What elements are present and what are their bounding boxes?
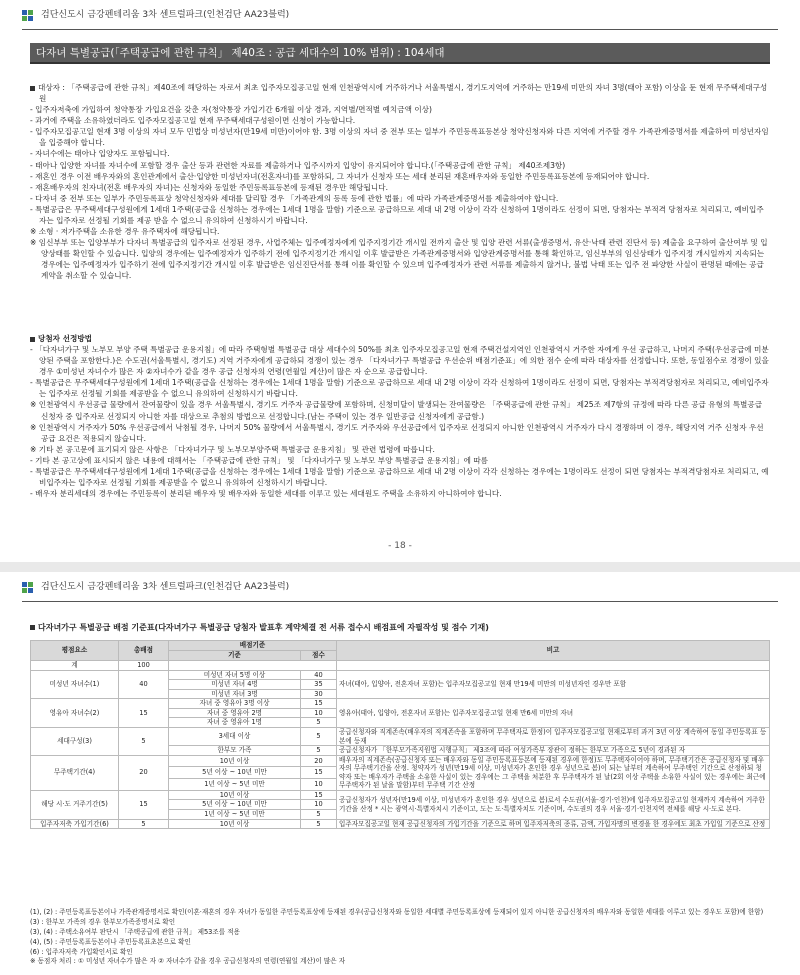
header-total: 총배점 <box>119 641 169 661</box>
page-header <box>22 6 289 26</box>
list-item: - 입주자모집공고일 현재 3명 이상의 자녀 모두 민법상 미성년자(만19세 미만)이어야 함. 3명 이상의 자녀 중 전부 또는 일부가 주민등록표등본상 청약신청자와 다른 지역에 거주할 경우 가족관계증명서를 제출하여 미성년자임을 입증해야 합니다. <box>30 127 769 148</box>
list-item: - 「다자녀가구 및 노부모 부양 주택 특별공급 운용지침」에 따라 주택형별 특별공급 대상 세대수의 50%를 최초 입주자모집공고일 현재 주택건설지역인 인천광역시 거주한 자에게 우선 공급하고, 나머지 주택(우선공급에 미분양된 주택을 포함한다.)은 수도권(서울특별시, 경기도) 지역 거주자에게 공급하되 경쟁이 있는 경우 「다자녀가구 특별공급 우선순위 배점기준표」에 의한 점수 순에 따라 대상자를 선정합니다. 또한, 동일점수로 경쟁이 있을 경우 ①미성년 자녀수가 많은 자 ②자녀수가 같을 경우 공급 신청자의 연령(연월일 계산)이 많은 자 순으로 공급합니다. <box>30 345 769 377</box>
list-item: - 특별공급은 무주택세대구성원에게 1세대 1주택(공급을 신청하는 경우에는 1세대 1명을 말함) 기준으로 공급하므로 세대 내 2명 이상이 각각 신청하여 1명이라도 선정이 되면, 당첨자는 부적격당첨자로 처리되고, 예비입주자는 입주자로 선정될 기회를 제공받을 수 없으니 유의하여 신청하시기 바랍니다. <box>30 378 769 399</box>
row-basis: 자녀 중 영유아 1명 <box>169 718 301 728</box>
row-item: 영유아 자녀수(2) <box>31 699 119 728</box>
row-remarks: 배우자의 직계존속(공급신청자 또는 배우자와 동일 주민등록표등본에 등재된 경우에 한정)도 무주택자이어야 하며, 무주택기간은 공급신청자 및 배우자의 무주택기간을 산정. 청약자가 성년(만19세 이상, 미성년자가 혼인한 경우 성년으로 봄)이 되는 날부터 계속하여 무주택인 기간으로 산정하되 청약자 또는 배우자가 주택을 소유한 사실이 있는 경우에는 그 주택을 처분한 후 무주택자가 된 날(2회 이상 주택을 소유한 사실이 있는 경우에는 최근에 무주택자가 된 날을 말함)부터 무주택 기간 산정 <box>337 755 770 790</box>
list-item: - 기타 본 공고상에 표시되지 않은 내용에 대해서는 「주택공급에 관한 규칙」 및 「다자녀가구 및 노부모 부양 특별공급 운용지침」에 따름 <box>30 455 489 465</box>
header-basis-group: 배점기준 <box>169 641 337 651</box>
note-item: (3), (4) : 주택소유여부 판단시 「주택공급에 관한 규칙」 제53조를 적용 <box>30 927 240 936</box>
row-total: 5 <box>119 819 169 829</box>
selection-list-2 <box>30 455 770 499</box>
row-score: 40 <box>301 670 337 680</box>
note-item: ※ 기타 본 공고문에 표기되지 않은 사항은 「다자녀가구 및 노부모부양주택 특별공급 운용지침」 및 관련 법령에 따릅니다. <box>30 444 435 454</box>
row-remarks: 영유아(태아, 입양아, 전혼자녀 포함)는 입주자모집공고일 현재 만6세 미만의 자녀 <box>337 699 770 728</box>
row-remarks: 공급신청자가 「한부모가족지원법 시행규칙」 제3조에 따라 여성가족부 장관이 정하는 한부모 가족으로 5년이 경과된 자 <box>337 746 770 756</box>
row-basis: 1년 이상 ~ 5년 미만 <box>169 810 301 820</box>
selection-method-section <box>30 333 770 499</box>
header-divider <box>22 601 778 602</box>
note-item: (1), (2) : 주민등록표등본이나 가족관계증명서로 확인(이혼·재혼의 경우 자녀가 동일한 주민등록표상에 등재된 경우(공급신청자와 동일한 세대별 주민등록표상에 등재되어 있지 아니한 공급신청자의 배우자와 동일한 세대를 이루고 있는 경우도 포함)에 한함) <box>30 908 764 916</box>
eligibility-notes <box>30 226 770 281</box>
row-remarks: 공급신청자와 직계존속(배우자의 직계존속을 포함하며 무주택자로 한정)이 입주자모집공고일 현재로부터 과거 3년 이상 계속하여 동일 주민등록표 등본에 등재 <box>337 727 770 745</box>
page-number: - 18 - <box>388 541 412 551</box>
list-item: - 자녀수에는 태아나 입양자도 포함됩니다. <box>30 149 170 159</box>
page-header <box>22 578 289 598</box>
row-score: 5 <box>301 746 337 756</box>
header-divider <box>22 29 778 30</box>
header-remarks: 비고 <box>337 641 770 661</box>
list-item: - 배우자 분리세대의 경우에는 주민등록이 분리된 배우자 및 배우자와 동일한 세대를 이루고 있는 세대원도 주택을 소유하지 아니하여야 합니다. <box>30 489 502 499</box>
row-item: 입주자저축 가입기간(6) <box>31 819 119 829</box>
row-basis: 한부모 가족 <box>169 746 301 756</box>
row-remarks: 입주자모집공고일 현재 공급신청자의 가입기간을 기준으로 하며 입주자저축의 종류, 금액, 가입자명의 변경을 한 경우에도 최초 가입일 기준으로 산정 <box>337 819 770 829</box>
row-basis: 5년 이상 ~ 10년 미만 <box>169 800 301 810</box>
row-total: 40 <box>119 670 169 699</box>
row-total: 20 <box>119 755 169 790</box>
square-bullet-icon <box>30 625 35 630</box>
table-row <box>31 727 770 745</box>
header-score: 점수 <box>301 651 337 661</box>
row-score: 10 <box>301 779 337 791</box>
brand-logo-icon <box>22 582 34 594</box>
row-basis: 10년 이상 <box>169 819 301 829</box>
row-remarks: 자녀(태아, 입양아, 전혼자녀 포함)는 입주자모집공고일 현재 만19세 미만의 미성년자인 경우만 포함 <box>337 670 770 699</box>
row-basis: 1년 이상 ~ 5년 미만 <box>169 779 301 791</box>
square-bullet-icon <box>30 337 35 342</box>
row-score: 5 <box>301 819 337 829</box>
row-item: 세대구성(3) <box>31 727 119 755</box>
row-score: 15 <box>301 699 337 709</box>
table-notes <box>30 908 770 967</box>
note-item: ※ 임신부부 또는 입양부부가 다자녀 특별공급의 입주자로 선정된 경우, 사업주체는 입주예정자에게 입주지정기간 개시일 전까지 출산 및 입양 관련 서류(출생증명서, 유산·낙태 관련 진단서 등) 제출을 요구하여 출산여부 및 입양상태를 확인할 수 있습니다. 입양의 경우에는 입주예정자가 입주하기 전에 입주지정기간 개시일 이후 발급받은 가족관계증명서와 입양관계증명서를 통해 확인하고, 임신부부의 임신상태가 입주지정 개시일까지 지속되는 경우에는 입주예정자가 입주하기 전에 입주지정기간 개시일 이후 발급받은 임신진단서를 통해 이를 확인할 수 있으며 입주예정자가 관련 서류를 제출하지 않거나, 불법 낙태 또는 입주 전 파양한 사실이 판명된 때에는 공급계약을 취소할 수 있습니다. <box>30 238 768 281</box>
row-score: 10 <box>301 708 337 718</box>
note-item: (3) : 한부모 가족의 경우 한부모가족증명서로 확인 <box>30 917 176 926</box>
eligibility-list <box>30 104 770 226</box>
document-page-19 <box>0 572 800 975</box>
row-score: 30 <box>301 689 337 699</box>
row-total: 15 <box>119 699 169 728</box>
row-score: 20 <box>301 755 337 767</box>
table-row <box>31 670 770 680</box>
note-item: ※ 인천광역시 우선공급 물량에서 잔여물량이 있을 경우 서울특별시, 경기도 거주자 공급물량에 포함하며, 신청미달이 발생되는 잔여물량은 「주택공급에 관한 규칙」 제25조 제7항의 규정에 따라 다른 공급 유형의 특별공급 신청자 중 입주자로 선정되지 아니한 자를 대상으로 추첨의 방법으로 선정합니다.(남는 주택이 있는 경우 일반공급 신청자에게 공급함.) <box>30 400 763 421</box>
eligibility-heading: 대상자 : 「주택공급에 관한 규칙」제40조에 해당하는 자로서 최초 입주자모집공고일 현재 인천광역시에 거주하거나 서울특별시, 경기도지역에 거주하는 만19세 미만의 자녀 3명(태아 포함) 이상을 둔 현재 무주택세대구성원 <box>30 82 770 104</box>
row-basis: 10년 이상 <box>169 755 301 767</box>
row-score: 15 <box>301 790 337 800</box>
row-item: 해당 시·도 거주기간(5) <box>31 790 119 819</box>
header-text: 검단신도시 금강펜테리움 3차 센트럴파크(인천검단 AA23블럭) <box>41 582 290 593</box>
page-gap <box>0 562 800 572</box>
square-bullet-icon <box>30 86 35 91</box>
header-item: 평점요소 <box>31 641 119 661</box>
row-basis: 자녀 중 영유아 2명 <box>169 708 301 718</box>
row-item: 미성년 자녀수(1) <box>31 670 119 699</box>
note-item: (4), (5) : 주민등록표등본이나 주민등록표초본으로 확인 <box>30 937 191 946</box>
row-basis: 미성년 자녀 5명 이상 <box>169 670 301 680</box>
table-row <box>31 755 770 767</box>
selection-heading: 당첨자 선정방법 <box>30 333 770 344</box>
table-title: 다자녀가구 특별공급 배점 기준표(다자녀가구 특별공급 당첨자 발표후 계약체결 전 서류 접수시 배점표에 자필작성 및 점수 기재) <box>30 622 489 634</box>
table-row <box>31 699 770 709</box>
section-title-bar: 다자녀 특별공급(「주택공급에 관한 규칙」 제40조 : 공급 세대수의 10% 범위) : 104세대 <box>30 43 770 64</box>
list-item: - 특별공급은 무주택세대구성원에게 1세대 1주택(공급을 신청하는 경우에는 1세대 1명을 말함) 기준으로 공급하므로 세대 내 2명 이상이 각각 신청하는 경우에는 1명이라도 선정이 되면 당첨자는 부적격당첨자로 처리되고, 예비입주자는 입주자로 선정될 기회를 제공받을 수 없으니 유의하여 신청하시기 바랍니다. <box>30 466 769 488</box>
row-basis: 자녀 중 영유아 3명 이상 <box>169 699 301 709</box>
row-score: 5 <box>301 810 337 820</box>
row-score: 10 <box>301 800 337 810</box>
row-total: 15 <box>119 790 169 819</box>
brand-logo-icon <box>22 10 34 22</box>
header-text: 검단신도시 금강펜테리움 3차 센트럴파크(인천검단 AA23블럭) <box>41 10 290 21</box>
table-row <box>31 819 770 829</box>
row-score: 5 <box>301 718 337 728</box>
list-item: - 다자녀 중 전부 또는 일부가 주민등록표상 청약신청자와 세대를 달리할 경우 「가족관계의 등록 등에 관한 법률」에 따라 가족관계증명서를 제출하여야 합니다. <box>30 193 559 203</box>
row-basis: 10년 이상 <box>169 790 301 800</box>
list-item: - 재혼인 경우 이전 배우자와의 혼인관계에서 출산·입양한 미성년자녀(전혼자녀)를 포함하되, 그 자녀가 신청자 또는 세대 분리된 재혼배우자와 동일한 주민등록표등본에 등재되어야 합니다. <box>30 171 650 181</box>
list-item: - 재혼배우자의 친자녀(전혼 배우자의 자녀)는 신청자와 동일한 주민등록표등본에 등재된 경우만 해당됩니다. <box>30 182 388 192</box>
list-item: - 입주자저축에 가입하여 청약통장 가입요건을 갖춘 자(청약통장 가입기간 6개월 이상 경과, 지역별/면적별 예치금액 이상) <box>30 105 432 115</box>
note-item: ※ 인천광역시 거주자가 50% 우선공급에서 낙첨될 경우, 나머지 50% 물량에서 서울특별시, 경기도 거주자와 우선공급에서 입주자로 선정되지 아니한 인천광역시 거주자가 다시 경쟁하며 이 경우, 해당지역 거주 신청자 우선공급 요건은 적용되지 않습니다. <box>30 422 764 443</box>
row-basis: 미성년 자녀 4명 <box>169 680 301 690</box>
row-score: 15 <box>301 767 337 779</box>
eligibility-section <box>30 82 770 281</box>
note-item: ※ 동점자 처리 : ① 미성년 자녀수가 많은 자 ② 자녀수가 같을 경우 공급신청자의 연령(연월일 계산)이 많은 자 <box>30 957 346 966</box>
row-score: 35 <box>301 680 337 690</box>
selection-notes <box>30 399 770 454</box>
row-basis: 미성년 자녀 3명 <box>169 689 301 699</box>
row-item: 무주택기간(4) <box>31 755 119 790</box>
header-basis: 기준 <box>169 651 301 661</box>
note-item: (6) : 입주자저축 가입확인서로 확인 <box>30 947 133 956</box>
row-total: 5 <box>119 727 169 755</box>
row-basis: 3세대 이상 <box>169 727 301 745</box>
note-item: ※ 소형 · 저가주택을 소유한 경우 유주택자에 해당됩니다. <box>30 227 220 237</box>
table-row <box>31 790 770 800</box>
score-table <box>30 640 770 829</box>
total-row: 계 100 <box>31 661 770 671</box>
list-item: - 태아나 입양한 자녀를 자녀수에 포함할 경우 출산 등과 관련한 자료를 제출하거나 입주시까지 입양이 유지되어야 합니다.(「주택공급에 관한 규칙」 제40조제3항) <box>30 160 566 170</box>
row-remarks: 공급신청자가 성년자(만19세 이상, 미성년자가 혼인한 경우 성년으로 봄)로서 수도권(서울·경기·인천)에 입주자모집공고일 현재까지 계속하여 거주한 기간을 산정 * 시는 광역시·특별자치시 기준이고, 도는 도·특별자치도 기준이며, 수도권의 경우 서울·경기·인천지역 전체를 해당 시·도로 본다. <box>337 790 770 819</box>
list-item: - 과거에 주택을 소유하였더라도 입주자모집공고일 현재 무주택세대구성원이면 신청이 가능합니다. <box>30 116 356 126</box>
list-item: - 특별공급은 무주택세대구성원에게 1세대 1주택(공급을 신청하는 경우에는 1세대 1명을 말함) 기준으로 공급하므로 세대 내 2명 이상이 각각 신청하여 1명이라도 선정이 되면, 당첨자는 부적격 당첨자로 처리되고, 예비입주자는 입주자로 선정될 기회를 제공 받을 수 없으니 유의하여 신청하시기 바랍니다. <box>30 204 764 225</box>
selection-list <box>30 344 770 399</box>
row-basis: 5년 이상 ~ 10년 미만 <box>169 767 301 779</box>
row-score: 5 <box>301 727 337 745</box>
